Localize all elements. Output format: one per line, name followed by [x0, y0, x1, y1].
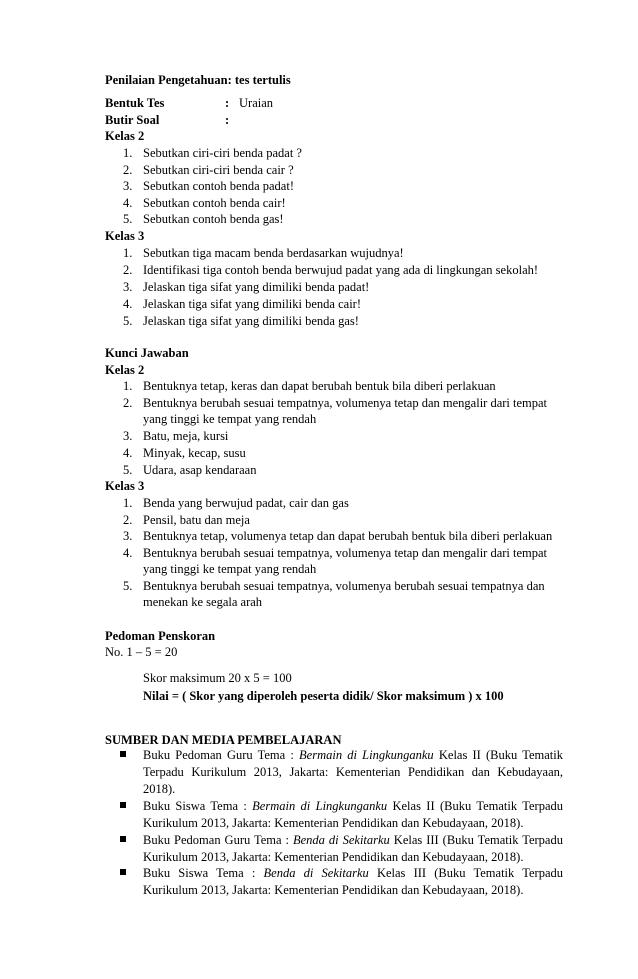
sumber-text: Buku Siswa Tema :: [143, 799, 253, 813]
list-item: Identifikasi tiga contoh benda berwujud padat yang ada di lingkungan sekolah!: [143, 263, 539, 277]
list-number: 4.: [123, 297, 133, 311]
sumber-text: Buku Pedoman Guru Tema :: [143, 748, 300, 762]
list-item: Bentuknya berubah sesuai tempatnya, volumenya tetap dan mengalir dari tempat: [143, 396, 548, 410]
list-number: 1.: [123, 379, 133, 393]
list-item: Sebutkan ciri-ciri benda cair ?: [143, 163, 294, 177]
sumber-item-2-line-1: [143, 798, 563, 815]
sumber-item-4-line-1: [143, 865, 563, 882]
skor-maksimum-line: Skor maksimum 20 x 5 = 100: [143, 671, 292, 685]
sumber-item-1-line-3: 2018).: [143, 782, 176, 796]
list-number: 3.: [123, 179, 133, 193]
list-number: 1.: [123, 246, 133, 260]
list-item-continuation: yang tinggi ke tempat yang rendah: [143, 562, 317, 576]
list-number: 3.: [123, 280, 133, 294]
bentuk-tes-colon: :: [225, 96, 230, 110]
list-item: Jelaskan tiga sifat yang dimiliki benda cair!: [143, 297, 361, 311]
list-item: Minyak, kecap, susu: [143, 446, 246, 460]
list-item-continuation: yang tinggi ke tempat yang rendah: [143, 412, 317, 426]
sumber-item-4-line-2: Kurikulum 2013, Jakarta: Kementerian Pendidikan dan Kebudayaan, 2018).: [143, 883, 524, 897]
sumber-item-3-line-1: [143, 832, 563, 849]
kunci-kelas2-heading: Kelas 2: [105, 363, 145, 377]
list-number: 3.: [123, 429, 133, 443]
sumber-text: Buku Siswa Tema :: [143, 866, 264, 880]
kunci-title: Kunci Jawaban: [105, 346, 189, 360]
penilaian-title: Penilaian Pengetahuan: tes tertulis: [105, 73, 291, 87]
list-item: Bentuknya berubah sesuai tempatnya, volumenya berubah sesuai tempatnya dan: [143, 579, 545, 593]
list-item: Udara, asap kendaraan: [143, 463, 257, 477]
list-number: 2.: [123, 263, 133, 277]
list-number: 4.: [123, 446, 133, 460]
sumber-title: SUMBER DAN MEDIA PEMBELAJARAN: [105, 733, 342, 747]
list-item: Bentuknya berubah sesuai tempatnya, volumenya tetap dan mengalir dari tempat: [143, 546, 548, 560]
sumber-item-2-line-2: Kurikulum 2013, Jakarta: Kementerian Pendidikan dan Kebudayaan, 2018).: [143, 816, 524, 830]
list-item: Benda yang berwujud padat, cair dan gas: [143, 496, 349, 510]
sumber-item-1-line-1: [143, 747, 563, 764]
list-item: Sebutkan ciri-ciri benda padat ?: [143, 146, 302, 160]
list-number: 2.: [123, 513, 133, 527]
book-title: Bermain di Lingkunganku: [252, 799, 388, 813]
sumber-item-3-line-2: Kurikulum 2013, Jakarta: Kementerian Pendidikan dan Kebudayaan, 2018).: [143, 850, 524, 864]
bentuk-tes-label: Bentuk Tes: [105, 96, 165, 110]
list-number: 2.: [123, 163, 133, 177]
sumber-text: Kelas II (Buku Tematik Terpadu: [387, 799, 563, 813]
list-number: 3.: [123, 529, 133, 543]
list-number: 5.: [123, 212, 133, 226]
bullet-icon: [120, 836, 126, 842]
list-item: Pensil, batu dan meja: [143, 513, 250, 527]
list-item-continuation: menekan ke segala arah: [143, 595, 263, 609]
bullet-icon: [120, 869, 126, 875]
butir-soal-label: Butir Soal: [105, 113, 160, 127]
list-number: 5.: [123, 579, 133, 593]
list-item: Sebutkan contoh benda gas!: [143, 212, 284, 226]
book-title: Benda di Sekitarku: [263, 866, 369, 880]
list-item: Batu, meja, kursi: [143, 429, 229, 443]
list-item: Sebutkan contoh benda cair!: [143, 196, 286, 210]
kunci-kelas3-heading: Kelas 3: [105, 479, 145, 493]
pedoman-no-line: No. 1 – 5 = 20: [105, 645, 178, 659]
list-number: 5.: [123, 314, 133, 328]
bullet-icon: [120, 802, 126, 808]
butir-soal-colon: :: [225, 113, 230, 127]
list-number: 5.: [123, 463, 133, 477]
nilai-formula: Nilai = ( Skor yang diperoleh peserta didik/ Skor maksimum ) x 100: [143, 689, 504, 703]
book-title: Benda di Sekitarku: [293, 833, 390, 847]
list-number: 4.: [123, 196, 133, 210]
bentuk-tes-value: Uraian: [239, 96, 274, 110]
list-number: 1.: [123, 146, 133, 160]
soal-kelas3-heading: Kelas 3: [105, 229, 145, 243]
pedoman-title: Pedoman Penskoran: [105, 629, 216, 643]
sumber-item-1-line-2: Terpadu Kurikulum 2013, Jakarta: Kementerian Pendidikan dan Kebudayaan,: [143, 765, 563, 779]
list-item: Bentuknya tetap, keras dan dapat berubah bentuk bila diberi perlakuan: [143, 379, 496, 393]
list-number: 4.: [123, 546, 133, 560]
sumber-text: Kelas II (Buku Tematik: [433, 748, 563, 762]
sumber-text: Buku Pedoman Guru Tema :: [143, 833, 293, 847]
soal-kelas2-heading: Kelas 2: [105, 129, 145, 143]
list-item: Jelaskan tiga sifat yang dimiliki benda gas!: [143, 314, 359, 328]
list-number: 1.: [123, 496, 133, 510]
sumber-text: Kelas III (Buku Tematik Terpadu: [368, 866, 563, 880]
book-title: Bermain di Lingkunganku: [299, 748, 434, 762]
bullet-icon: [120, 751, 126, 757]
list-item: Sebutkan contoh benda padat!: [143, 179, 294, 193]
list-item: Jelaskan tiga sifat yang dimiliki benda padat!: [143, 280, 370, 294]
list-number: 2.: [123, 396, 133, 410]
list-item: Sebutkan tiga macam benda berdasarkan wujudnya!: [143, 246, 404, 260]
sumber-text: Kelas III (Buku Tematik Terpadu: [389, 833, 563, 847]
list-item: Bentuknya tetap, volumenya tetap dan dapat berubah bentuk bila diberi perlakuan: [143, 529, 553, 543]
